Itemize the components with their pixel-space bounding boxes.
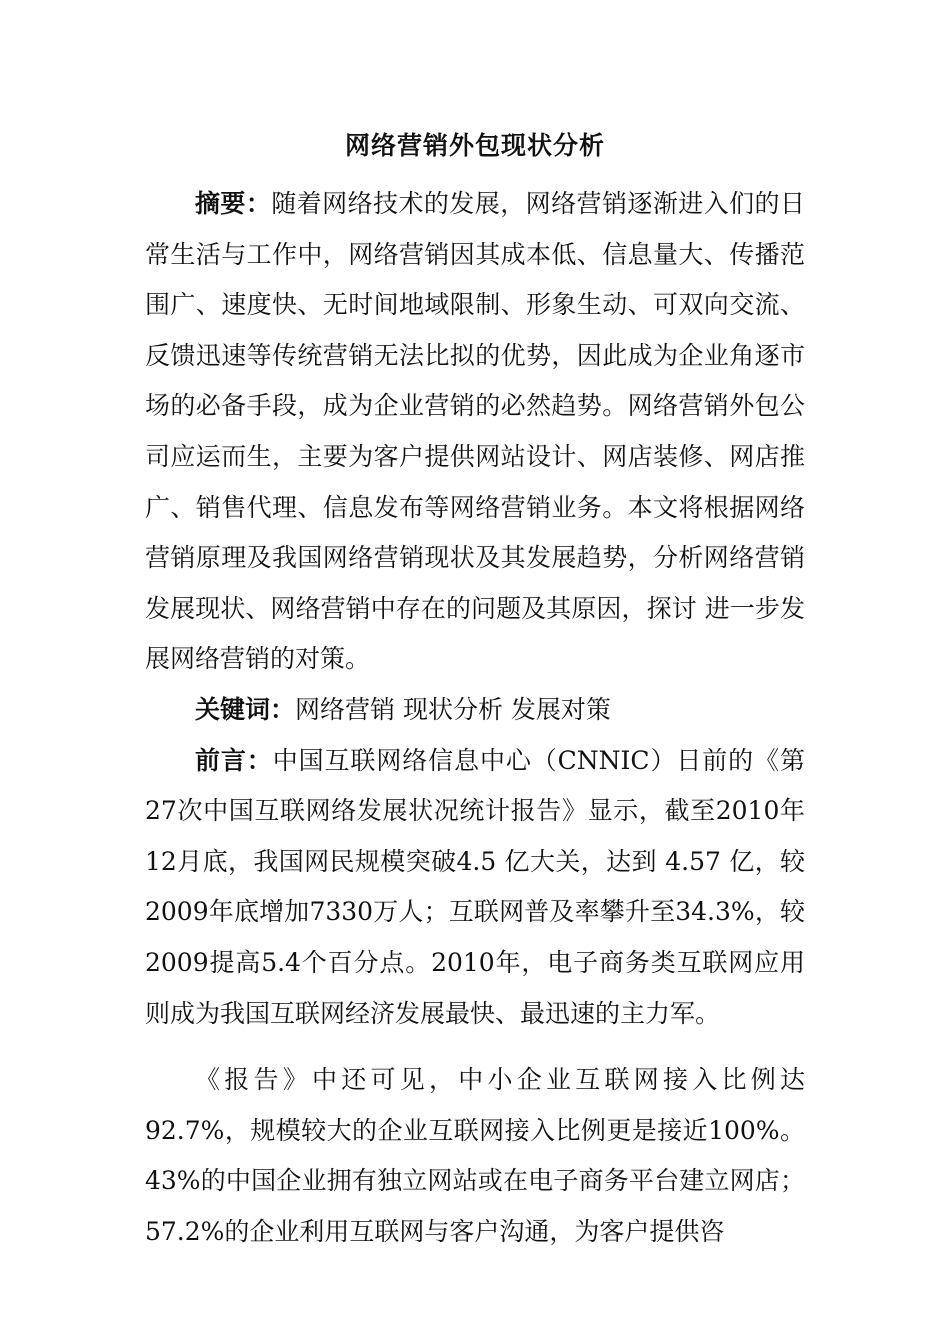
abstract-paragraph xyxy=(145,179,805,685)
abstract-text: 随着网络技术的发展，网络营销逐渐进入们的日常生活与工作中，网络营销因其成本低、信息量大、传播范围广、速度快、无时间地域限制、形象生动、可双向交流、反馈迅速等传统营销无法比拟的优势，因此成为企业角逐市场的必备手段，成为企业营销的必然趋势。网络营销外包公司应运而生，主要为客户提供网站设计、网店装修、网店推广、销售代理、信息发布等网络营销业务。本文将根据网络营销原理及我国网络营销现状及其发展趋势，分析网络营销发展现状、网络营销中存在的问题及其原因，探讨 进一步发展网络营销的对策。 xyxy=(145,189,805,674)
keywords-paragraph xyxy=(145,685,805,736)
abstract-label: 摘要： xyxy=(195,189,272,218)
keywords-label: 关键词： xyxy=(195,694,296,724)
document-title: 网络营销外包现状分析 xyxy=(344,131,605,160)
preface-label: 前言： xyxy=(195,745,273,775)
report-paragraph: 《报告》中还可见，中小企业互联网接入比例达92.7%，规模较大的企业互联网接入比例更是接近100%。43%的中国企业拥有独立网站或在电子商务平台建立网店；57.2%的企业利用互联网与客户沟通，为客户提供咨 xyxy=(145,1065,805,1246)
preface-paragraph xyxy=(145,736,805,1040)
keywords-text: 网络营销 现状分析 发展对策 xyxy=(295,694,611,724)
document-body xyxy=(145,179,805,1257)
preface-text: 中国互联网络信息中心（CNNIC）日前的《第27次中国互联网络发展状况统计报告》显示，截至2010年12月底，我国网民规模突破4.5 亿大关，达到 4.57 亿，较2009年底增加7330万人；互联网普及率攀升至34.3%，较2009提高5.4个百分点。2010年，电子商务类互联网应用则成为我国互联网经济发展最快、最迅速的主力军。 xyxy=(145,745,805,1028)
